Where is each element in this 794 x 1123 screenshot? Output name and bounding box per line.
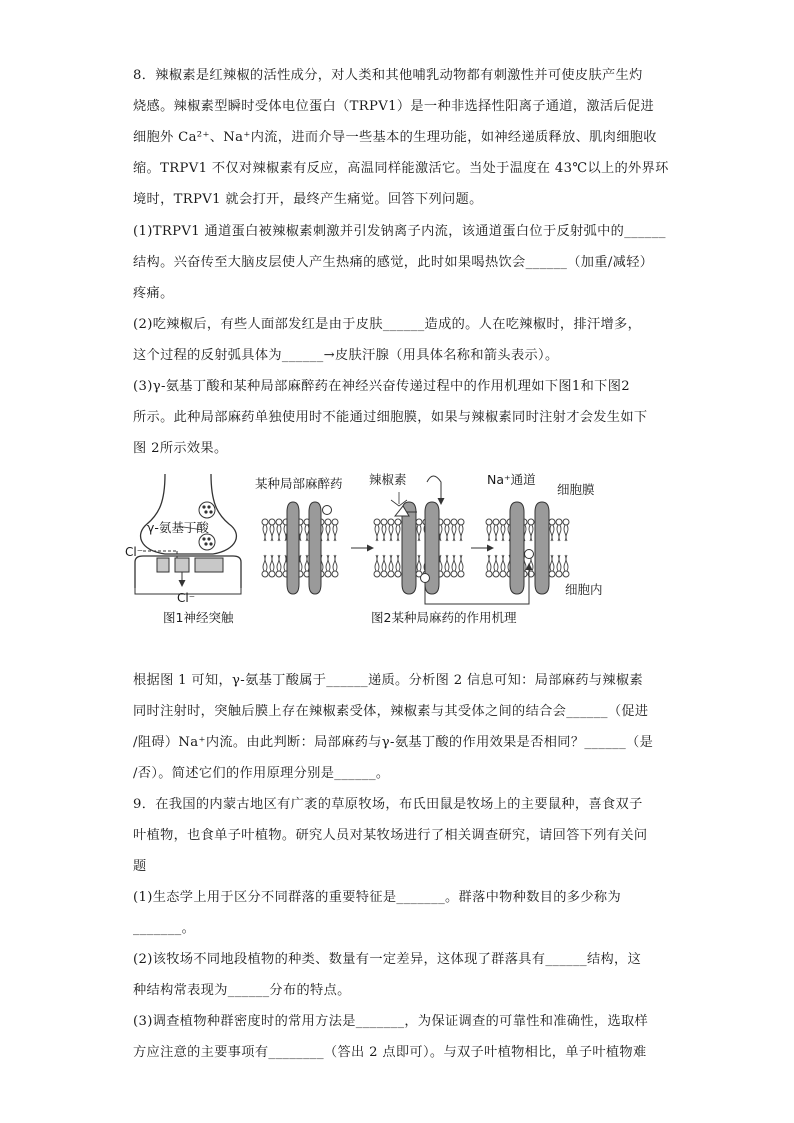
lipid-inner [381,555,387,577]
lipid-outer [500,519,506,541]
label-cl-top: Cl⁻ [125,545,144,559]
lipid-inner [395,555,401,577]
lipid-outer [276,519,282,541]
lipid-outer [486,519,492,541]
lipid-inner [325,555,331,577]
lipid-outer [374,519,380,541]
figure-drawing [125,462,685,632]
q8-subq1-line-3: 疼痛。 [133,286,174,301]
q9-line-3: 题 [133,859,147,874]
lipid-outer [493,519,499,541]
q9-subq2-line-2: 种结构常表现为______分布的特点。 [133,983,351,998]
q8-subq3-line-2: 所示。此种局部麻药单独使用时不能通过细胞膜，如果与辣椒素同时注射才会发生如下 [133,410,648,425]
lipid-inner [563,555,569,577]
lipid-outer [444,519,450,541]
lipid-outer [388,519,394,541]
lipid-outer [549,519,555,541]
lipid-inner [458,555,464,577]
lipid-outer [563,519,569,541]
q8-line-3: 细胞外 Ca²⁺、Na⁺内流，进而介导一些基本的生理功能，如神经递质释放、肌肉细胞收 [133,130,657,145]
q9-subq3-line-2: 方应注意的主要事项有________（答出 2 点即可）。与双子叶植物相比，单子叶植物难 [133,1045,647,1060]
label-inside: 细胞内 [565,582,603,597]
lipid-inner [556,555,562,577]
figure-panel [125,462,685,632]
lipid-outer [381,519,387,541]
lipid-inner [444,555,450,577]
label-cl-bottom: Cl⁻ [177,591,196,605]
label-anesthetic: 某种局部麻醉药 [255,476,343,491]
lipid-outer [416,519,422,541]
lipid-outer [332,519,338,541]
label-gaba: γ-氨基丁酸 [147,520,209,535]
q8-line-4: 缩。TRPV1 不仅对辣椒素有反应，高温同样能激活它。当处于温度在 43℃以上的外界环 [133,161,669,176]
q8-analysis-line-3: /阻碍）Na⁺内流。由此判断：局部麻药与γ-氨基丁酸的作用效果是否相同？______（是 [133,735,654,750]
lipid-outer [528,519,534,541]
lipid-inner [269,555,275,577]
q8-subq3-line-1: (3)γ-氨基丁酸和某种局部麻醉药在神经兴奋传递过程中的作用机理如下图1和下图2 [133,379,630,394]
q9-subq1-line-1: (1)生态学上用于区分不同群落的重要特征是_______。群落中物种数目的多少称为 [133,890,621,905]
lipid-inner [500,555,506,577]
lipid-outer [262,519,268,541]
channel-protein-left [287,502,332,594]
q8-subq1-line-1: (1)TRPV1 通道蛋白被辣椒素刺激并引发钠离子内流，该通道蛋白位于反射弧中的______ [133,224,666,239]
q8-subq2-line-2: 这个过程的反射弧具体为______→皮肤汗腺（用具体名称和箭头表示）。 [133,348,559,363]
q8-subq2-line-1: (2)吃辣椒后，有些人面部发红是由于皮肤______造成的。人在吃辣椒时，排汗增多， [133,317,642,332]
q8-line-1: 8．辣椒素是红辣椒的活性成分，对人类和其他哺乳动物都有刺激性并可使皮肤产生灼 [133,68,643,83]
q8-analysis-line-2: 同时注射时，突触后膜上存在辣椒素受体，辣椒素与其受体之间的结合会______（促进 [133,704,649,719]
lipid-inner [262,555,268,577]
lipid-inner [332,555,338,577]
lipid-inner [388,555,394,577]
q8-subq1-line-2: 结构。兴奋传至大脑皮层使人产生热痛的感觉，此时如果喝热饮会______（加重/减轻） [133,255,654,270]
q9-subq2-line-1: (2)该牧场不同地段植物的种类、数量有一定差异，这体现了群落具有______结构，这 [133,952,642,967]
lipid-inner [486,555,492,577]
lipid-outer [325,519,331,541]
lipid-inner [416,555,422,577]
q9-line-1: 9．在我国的内蒙古地区有广袤的草原牧场，布氏田鼠是牧场上的主要鼠种，喜食双子 [133,797,643,812]
lipid-outer [451,519,457,541]
curved-arrow [427,476,441,504]
lipid-outer [395,519,401,541]
lipid-inner [493,555,499,577]
lipid-outer [458,519,464,541]
q9-subq3-line-1: (3)调查植物种群密度时的常用方法是_______，为保证调查的可靠性和准确性，选取样 [133,1014,649,1029]
q8-analysis-line-4: /否）。简述它们的作用原理分别是______。 [133,766,390,781]
lipid-inner [276,555,282,577]
fig2-caption: 图2某种局麻药的作用机理 [371,610,517,625]
label-na-channel: Na⁺通道 [487,472,536,487]
q8-subq3-line-3: 图 2所示效果。 [133,441,228,456]
fig1-caption: 图1神经突触 [163,610,234,625]
channel-protein-middle [395,502,439,594]
lipid-outer [269,519,275,541]
lipid-inner [549,555,555,577]
q8-line-2: 烧感。辣椒素型瞬时受体电位蛋白（TRPV1）是一种非选择性阳离子通道，激活后促进 [133,99,655,114]
q9-subq1-line-2: _______。 [133,921,196,936]
label-membrane: 细胞膜 [557,482,595,497]
lipid-outer [556,519,562,541]
lipid-inner [374,555,380,577]
q8-line-5: 境时，TRPV1 就会打开，最终产生痛觉。回答下列问题。 [133,192,483,207]
q8-analysis-line-1: 根据图 1 可知，γ-氨基丁酸属于______递质。分析图 2 信息可知：局部麻药与辣椒素 [133,673,644,688]
q9-line-2: 叶植物，也食单子叶植物。研究人员对某牧场进行了相关调查研究，请回答下列有关问 [133,828,648,843]
lipid-inner [451,555,457,577]
label-capsaicin: 辣椒素 [369,472,407,487]
